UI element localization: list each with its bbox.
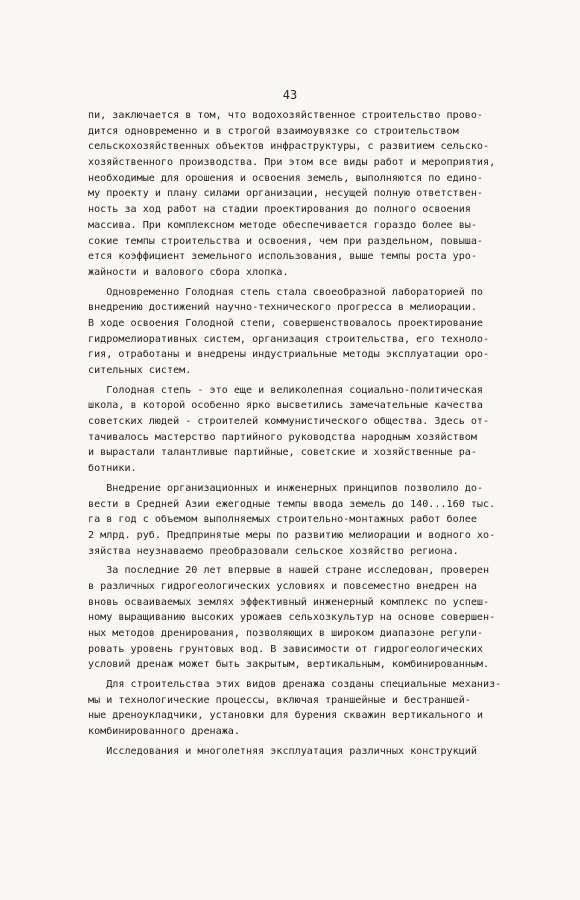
text-line: Голодная степь - это еще и великолепная социально-политическая	[88, 384, 484, 396]
text-line: советских людей - строителей коммунистического общества. Здесь от-	[88, 416, 490, 428]
text-line: тачивалось мастерство партийного руководства народным хозяйством	[88, 431, 477, 443]
text-line: условий дренаж может быть закрытым, вертикальным, комбинированным.	[88, 659, 490, 671]
text-line: мы и технологические процессы, включая траншейные и бестраншей-	[88, 694, 471, 706]
text-line: вести в Средней Азии ежегодные темпы ввода земель до 140...160 тыс.	[88, 498, 496, 510]
text-line: ется коэффициент земельного использования, выше темпы роста уро-	[88, 251, 477, 263]
text-line: га в год с объемом выполняемых строительно-монтажных работ более	[88, 514, 477, 526]
text-line: сокие темпы строительства и освоения, чем при раздельном, повыша-	[88, 235, 484, 247]
text-line: В ходе освоения Голодной степи, совершенствовалось проектирование	[88, 317, 484, 329]
text-line: Внедрение организационных и инженерных принципов позволило до-	[88, 482, 484, 494]
text-line: внедрению достижений научно-технического прогресса в мелиорации.	[88, 302, 477, 314]
text-line: ному выращиванию высоких урожаев сельхозкультур на основе совершен-	[88, 612, 496, 624]
text-line: гия, отработаны и внедрены индустриальные методы эксплуатации оро-	[88, 349, 490, 361]
text-line: 2 млрд. руб. Предпринятые меры по развитию мелиорации и водного хо-	[88, 529, 496, 541]
body-text	[88, 108, 528, 760]
text-line: Одновременно Голодная степь стала своеобразной лабораторией по	[88, 286, 484, 298]
text-line: жайности и валового сбора хлопка.	[88, 266, 289, 278]
text-line: ровать уровень грунтовых вод. В зависимости от гидрогеологических	[88, 643, 484, 655]
text-line: сельскохозяйственных объектов инфраструктуры, с развитием сельско-	[88, 141, 490, 153]
text-line: хозяйственного производства. При этом все виды работ и мероприятия,	[88, 157, 496, 169]
text-line: ботники.	[88, 463, 137, 475]
text-line: необходимые для орошения и освоения земель, выполняются по едино-	[88, 172, 484, 184]
text-line: ные дреноукладчики, установки для бурения скважин вертикального и	[88, 710, 484, 722]
text-line: му проекту и плану силами организации, несущей полную ответствен-	[88, 188, 484, 200]
text-line: школа, в которой особенно ярко высветились замечательные качества	[88, 400, 484, 412]
text-line: вновь осваиваемых землях эффективный инженерный комплекс по успеш-	[88, 596, 490, 608]
text-line: комбинированного дренажа.	[88, 726, 240, 738]
text-line: За последние 20 лет впервые в нашей стране исследован, проверен	[88, 565, 490, 577]
text-line: ных методов дренирования, позволяющих в широком диапазоне регули-	[88, 628, 484, 639]
text-line: дится одновременно и в строгой взаимоувязке со строительством	[88, 125, 459, 137]
text-line: Для строительства этих видов дренажа созданы специальные механиз-	[88, 679, 502, 691]
text-line: сительных систем.	[88, 365, 192, 376]
text-line: в различных гидрогеологических условиях и повсеместно внедрен на	[88, 580, 477, 592]
text-line: зяйства неузнаваемо преобразовали сельское хозяйство региона.	[88, 545, 459, 557]
text-line: массива. При комплексном методе обеспечивается гораздо более вы-	[88, 219, 477, 231]
text-line: Исследования и многолетняя эксплуатация различных конструкций	[88, 745, 477, 757]
text-line: ность за ход работ на стадии проектирования до полного освоения	[88, 204, 471, 216]
text-line: и вырастали талантливые партийные, советские и хозяйственные ра-	[88, 447, 477, 459]
page-number: 43	[282, 88, 298, 102]
text-line: пи, заключается в том, что водохозяйственное строительство прово-	[88, 110, 484, 121]
text-line: гидромелиоративных систем, организация строительства, его техноло-	[88, 333, 490, 345]
